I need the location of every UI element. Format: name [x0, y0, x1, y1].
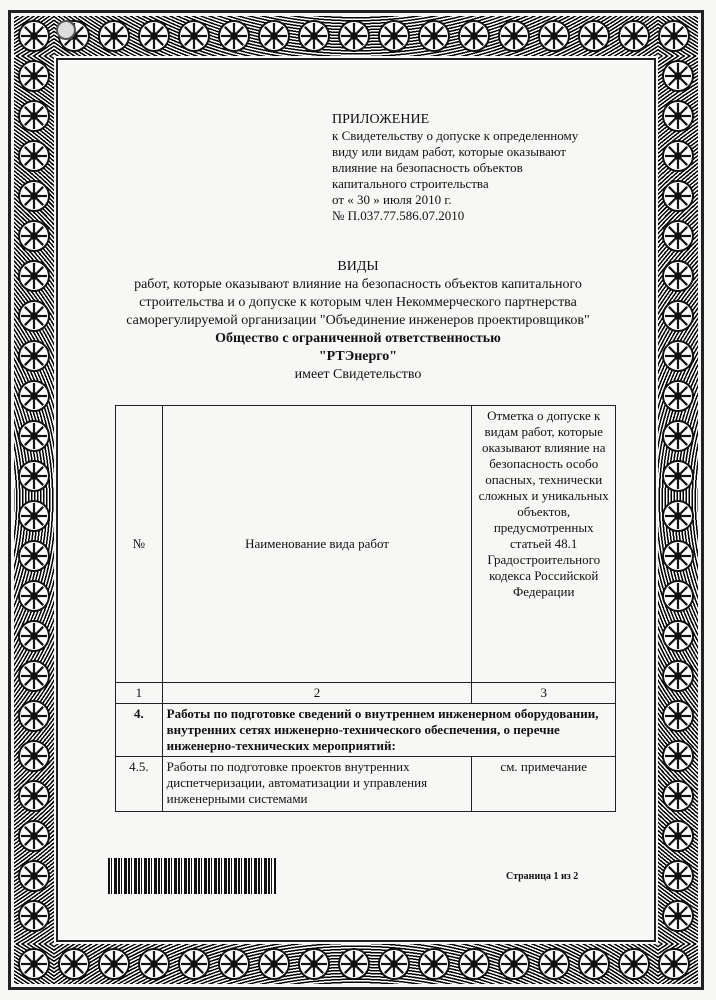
page-number: Страница 1 из 2 [506, 871, 579, 882]
appendix-line: к Свидетельству о допуске к определенному [332, 128, 579, 143]
row-name: Работы по подготовке проектов внутренних диспетчеризации, автоматизации и управления инженерными системами [162, 757, 472, 812]
organization-name: "РТЭнерго" [318, 349, 398, 364]
barcode [108, 858, 276, 894]
binding-hole [56, 20, 76, 40]
appendix-block [332, 112, 578, 224]
colnum-3: 3 [472, 683, 616, 704]
row-num: 4. [116, 704, 163, 757]
title-block [60, 258, 656, 384]
appendix-line: влияние на безопасность объектов [332, 160, 523, 175]
colnum-1: 1 [116, 683, 163, 704]
header-mark: Отметка о допуске к видам работ, которые оказывают влияние на безопасность особо опасных, технически сложных и уникальных объектов, предусмотренных статьей 48.1 Градостроительного кодекса Российской Федерации [472, 406, 616, 683]
certificate-note: имеет Свидетельство [294, 367, 422, 382]
appendix-heading: ПРИЛОЖЕНИЕ [332, 112, 430, 127]
colnum-2: 2 [162, 683, 472, 704]
title-line: строительства и о допуске к которым член Некоммерческого партнерства [139, 295, 577, 310]
appendix-number: № П.037.77.586.07.2010 [332, 208, 465, 223]
title-line: саморегулируемой организации "Объединение инженеров проектировщиков" [126, 313, 590, 328]
title-line: работ, которые оказывают влияние на безопасность объектов капитального [134, 277, 582, 292]
organization-type: Общество с ограниченной ответственностью [215, 331, 501, 346]
column-number-row [116, 683, 616, 704]
row-name: Работы по подготовке сведений о внутреннем инженерном оборудовании, внутренних сетях инженерно-технического обеспечения, о перечне инженерно-технических мероприятий: [162, 704, 615, 757]
appendix-line: капитального строительства [332, 176, 489, 191]
title-heading: ВИДЫ [337, 259, 379, 274]
header-num: № [116, 406, 163, 683]
appendix-line: виду или видам работ, которые оказывают [332, 144, 566, 159]
appendix-date: от « 30 » июля 2010 г. [332, 192, 452, 207]
table-row [116, 757, 616, 812]
table-row [116, 704, 616, 757]
row-mark: см. примечание [472, 757, 616, 812]
header-name: Наименование вида работ [162, 406, 472, 683]
table-header-row [116, 406, 616, 683]
row-num: 4.5. [116, 757, 163, 812]
works-table [115, 405, 616, 812]
